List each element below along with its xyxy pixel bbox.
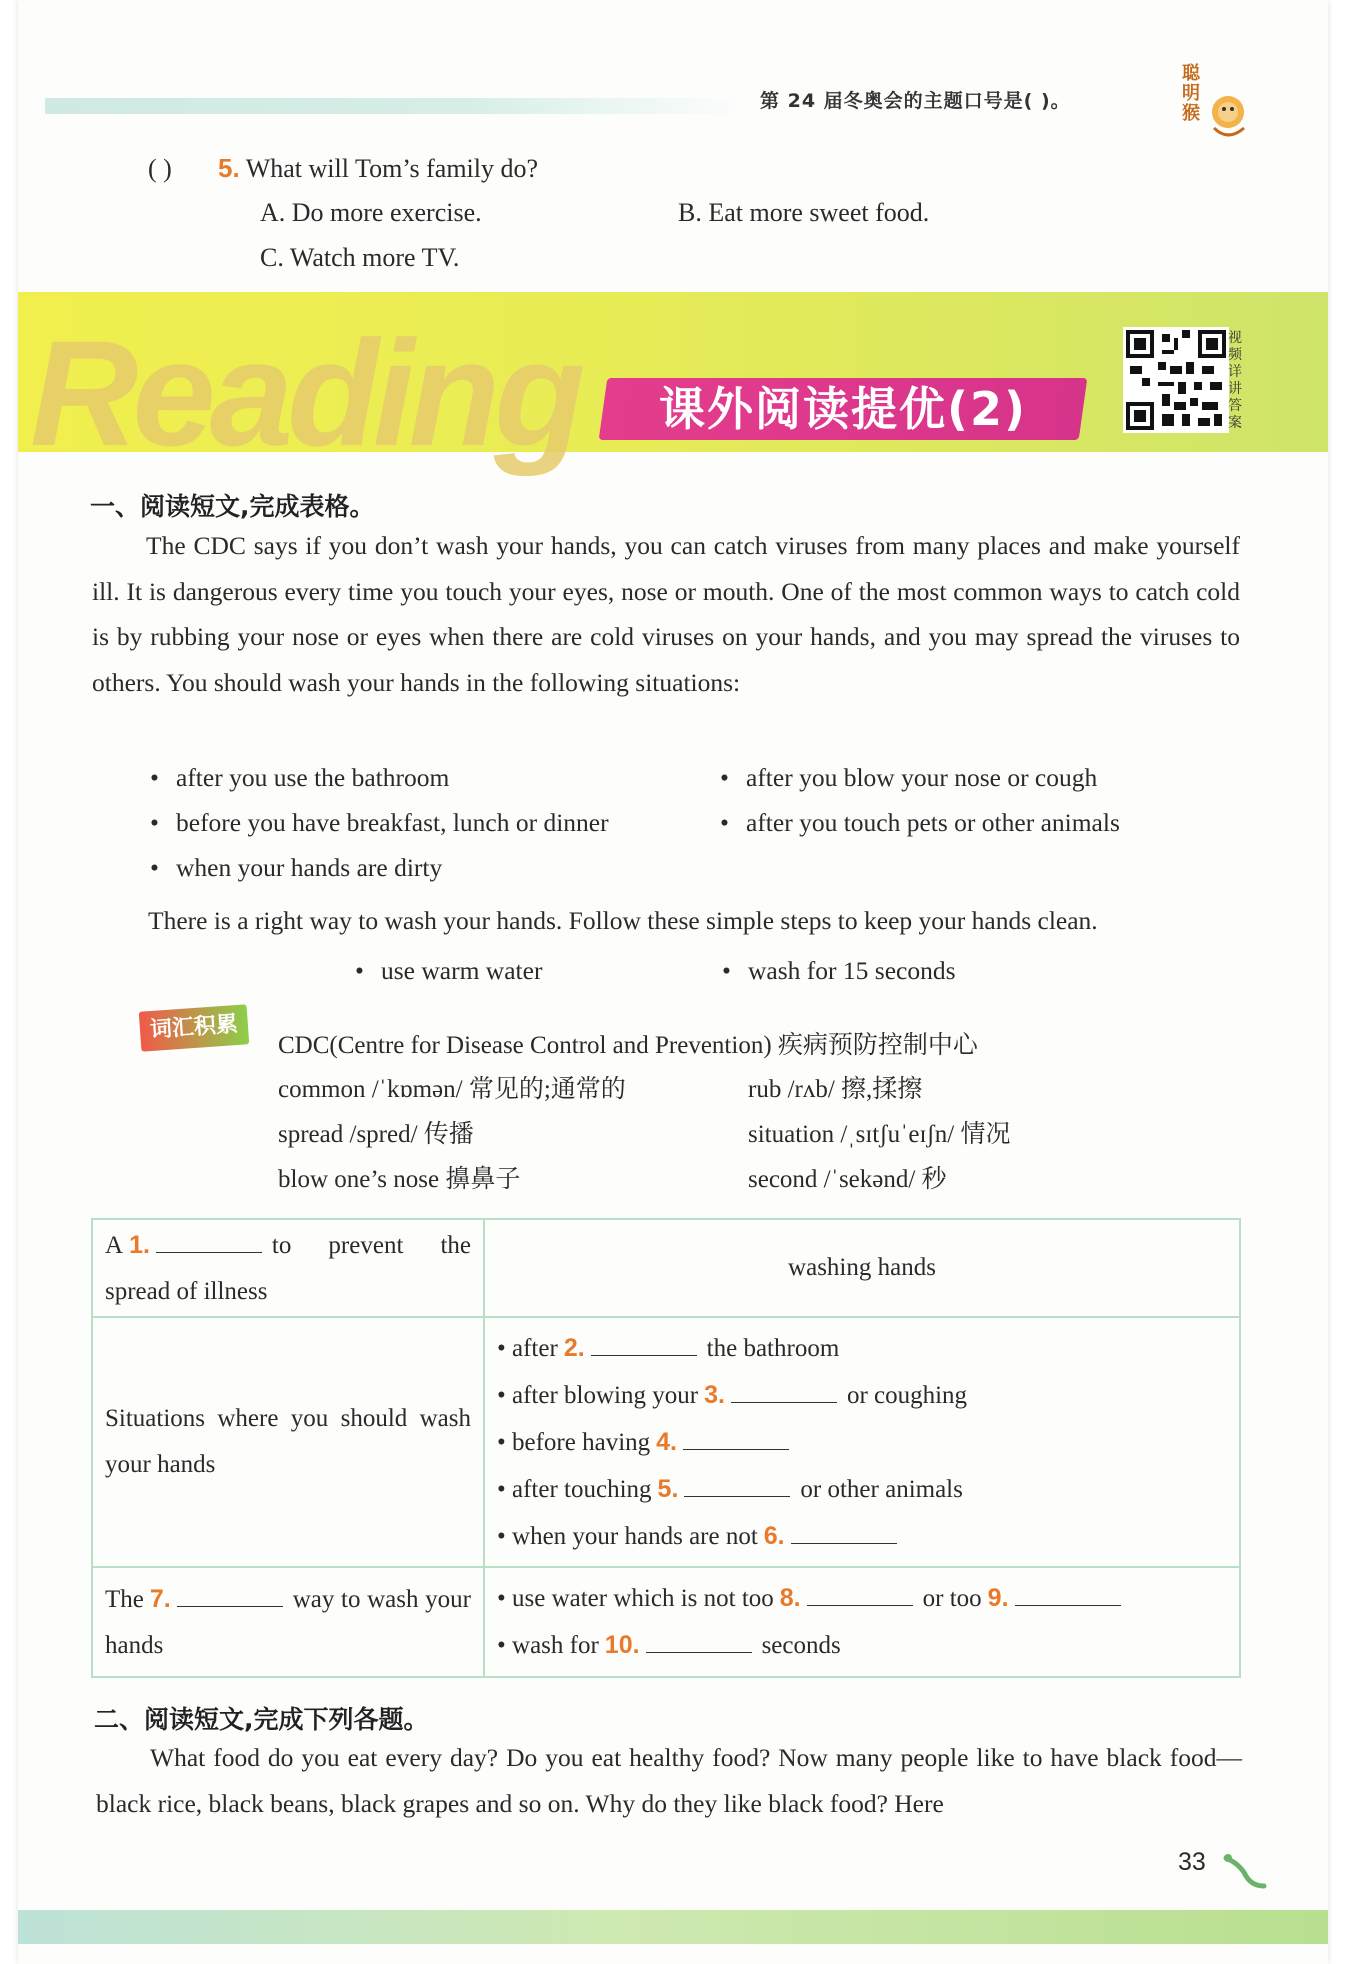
- cell-text: way to wash your hands: [105, 1585, 471, 1659]
- blank-number: 10.: [604, 1631, 640, 1659]
- option-c[interactable]: C. Watch more TV.: [260, 243, 460, 272]
- vocab-rub: rub /rʌb/ 擦,揉擦: [748, 1076, 923, 1103]
- footer-band: [18, 1910, 1328, 1944]
- blank-number: 7.: [149, 1584, 171, 1613]
- cell-text: or too: [922, 1585, 982, 1612]
- blank-number: 1.: [129, 1230, 150, 1259]
- list-item: [497, 1622, 1227, 1669]
- vocab-cdc: CDC(Centre for Disease Control and Prevention) 疾病预防控制中心: [278, 1032, 978, 1059]
- header-band: [45, 98, 745, 114]
- header-slogan: 第 24 届冬奥会的主题口号是( )。: [760, 90, 1071, 112]
- list-item: [497, 1513, 1227, 1560]
- section-2-title: 二、阅读短文,完成下列各题。: [94, 1705, 429, 1734]
- situation-bullet: • when your hands are dirty: [176, 853, 442, 883]
- answer-blank[interactable]: [1015, 1583, 1121, 1606]
- qr-code-icon[interactable]: [1123, 327, 1229, 433]
- lizard-decoration-icon: [1222, 1850, 1268, 1890]
- situation-bullet: • after you touch pets or other animals: [746, 808, 1120, 838]
- answer-blank[interactable]: [177, 1584, 283, 1607]
- question-number: 5.: [218, 153, 240, 183]
- table-cell: [92, 1219, 484, 1317]
- answer-blank[interactable]: [683, 1427, 789, 1450]
- cell-text: after blowing your: [512, 1381, 699, 1409]
- situation-bullet: • after you blow your nose or cough: [746, 763, 1097, 793]
- answer-blank[interactable]: [591, 1333, 697, 1356]
- answer-blank[interactable]: [731, 1380, 837, 1403]
- list-item: [497, 1372, 1227, 1419]
- cell-text: use water which is not too: [512, 1585, 774, 1612]
- banner-reading-word: Reading: [30, 309, 580, 477]
- vocab-common: common /ˈkɒmən/ 常见的;通常的: [278, 1076, 626, 1103]
- vocab-second: second /ˈsekənd/ 秒: [748, 1166, 947, 1193]
- page-number: 33: [1178, 1848, 1206, 1876]
- cell-text: after: [512, 1334, 558, 1362]
- banner-title-box: [599, 378, 1088, 440]
- option-b[interactable]: B. Eat more sweet food.: [678, 198, 930, 227]
- cell-text: washing hands: [788, 1254, 936, 1281]
- vocabulary-badge: 词汇积累: [139, 1004, 250, 1051]
- table-row: [92, 1219, 1240, 1317]
- step-bullet: • wash for 15 seconds: [748, 956, 956, 986]
- blank-number: 8.: [779, 1584, 801, 1612]
- cell-text: after touching: [512, 1475, 652, 1503]
- list-item: [497, 1419, 1227, 1466]
- banner-title: 课外阅读提优(2): [658, 382, 1028, 436]
- mascot-label: 聪明猴: [1182, 63, 1200, 124]
- qr-label: 视频详讲答案: [1228, 330, 1242, 431]
- list-item: [497, 1325, 1227, 1372]
- blank-number: 2.: [563, 1333, 585, 1362]
- blank-number: 9.: [987, 1584, 1009, 1612]
- table-row: [92, 1567, 1240, 1677]
- cell-text: when your hands are not: [512, 1522, 758, 1550]
- cell-text: to prevent the spread of illness: [105, 1231, 471, 1305]
- blank-number: 4.: [656, 1427, 678, 1456]
- situation-bullet: • after you use the bathroom: [176, 763, 449, 793]
- cell-text: seconds: [761, 1632, 841, 1659]
- summary-table: [91, 1218, 1241, 1678]
- cell-text: before having: [512, 1428, 651, 1456]
- answer-blank[interactable]: [156, 1230, 262, 1253]
- section-1-title: 一、阅读短文,完成表格。: [90, 492, 375, 521]
- table-cell: [484, 1219, 1240, 1317]
- steps-intro: There is a right way to wash your hands. Follow these simple steps to keep your hands clean.: [148, 906, 1098, 935]
- cell-text: A: [105, 1231, 124, 1259]
- blank-number: 6.: [763, 1521, 785, 1550]
- option-a[interactable]: A. Do more exercise.: [260, 198, 482, 227]
- cell-text: the bathroom: [706, 1334, 840, 1362]
- table-cell: [92, 1317, 484, 1567]
- section-1-paragraph: The CDC says if you don’t wash your hands, you can catch viruses from many places and make yourself ill. It is dangerous every time you touch your eyes, nose or mouth. One of the most common ways to catch cold is by rubbing your nose or eyes when there are cold viruses on your hands, and you may spread the viruses to others. You should wash your hands in the following situations:: [92, 531, 1240, 697]
- blank-number: 5.: [657, 1474, 679, 1503]
- question-text: What will Tom’s family do?: [245, 154, 539, 183]
- vocab-situation: situation /ˌsɪtʃuˈeɪʃn/ 情况: [748, 1121, 1011, 1148]
- answer-bracket[interactable]: ( ): [148, 154, 172, 183]
- vocab-blow-nose: blow one’s nose 擤鼻子: [278, 1166, 521, 1193]
- cell-text: Situations where you should wash your hands: [105, 1405, 471, 1478]
- list-item: [497, 1575, 1227, 1622]
- answer-blank[interactable]: [646, 1630, 752, 1653]
- step-bullet: • use warm water: [381, 956, 542, 986]
- table-cell: [484, 1567, 1240, 1677]
- table-cell: [92, 1567, 484, 1677]
- section-2-paragraph: What food do you eat every day? Do you eat healthy food? Now many people like to have black food—black rice, black beans, black grapes and so on. Why do they like black food? Here: [96, 1743, 1242, 1818]
- table-cell: [484, 1317, 1240, 1567]
- blank-number: 3.: [704, 1380, 725, 1409]
- cell-text: The: [105, 1585, 144, 1613]
- table-row: [92, 1317, 1240, 1567]
- list-item: [497, 1466, 1227, 1513]
- cell-text: wash for: [512, 1632, 599, 1659]
- cell-text: or other animals: [800, 1475, 963, 1503]
- situation-bullet: • before you have breakfast, lunch or dinner: [176, 808, 609, 838]
- answer-blank[interactable]: [684, 1474, 790, 1497]
- answer-blank[interactable]: [791, 1521, 897, 1544]
- vocab-spread: spread /spred/ 传播: [278, 1121, 474, 1148]
- answer-blank[interactable]: [807, 1583, 913, 1606]
- cell-text: or coughing: [846, 1381, 968, 1409]
- question-5: [148, 153, 538, 184]
